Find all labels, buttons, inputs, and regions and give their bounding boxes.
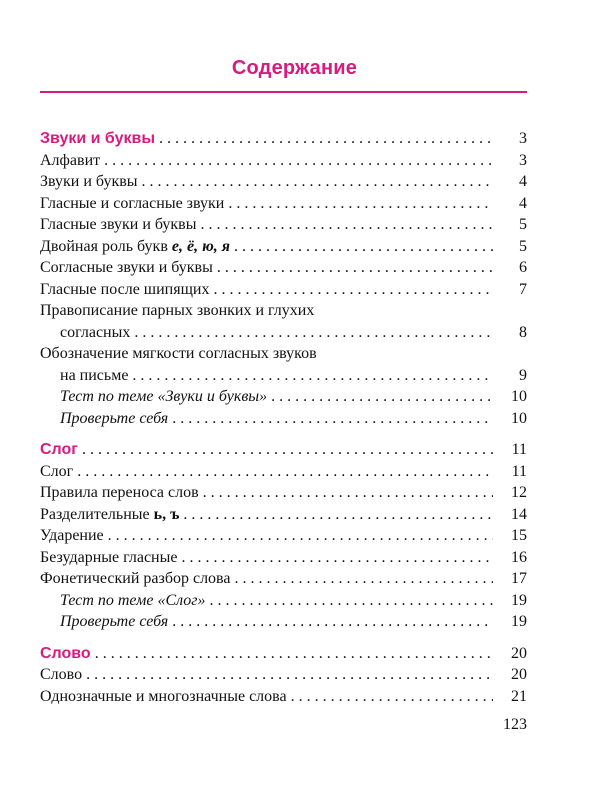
toc-page-number: 12 <box>511 484 527 501</box>
toc-section-word[interactable] <box>40 643 527 665</box>
toc-entry[interactable] <box>40 461 527 483</box>
leader-dots <box>228 193 493 215</box>
toc-page-number: 20 <box>511 666 527 683</box>
leader-dots <box>95 643 493 665</box>
toc-entry-letters: е, ё, ю, я <box>171 237 230 255</box>
toc-entry[interactable] <box>40 343 527 386</box>
toc-page-number: 6 <box>519 259 527 276</box>
leader-dots <box>142 171 493 193</box>
leader-dots <box>77 461 493 483</box>
leader-dots <box>104 150 493 172</box>
toc-entry-title: Гласные и согласные звуки <box>40 194 225 212</box>
toc-entry[interactable] <box>40 193 527 215</box>
toc-page-number: 3 <box>519 151 527 169</box>
page-number: 123 <box>503 716 527 733</box>
toc-entry-test[interactable] <box>40 590 527 612</box>
toc-entry-title: Звуки и буквы <box>40 173 138 190</box>
toc-page-number: 10 <box>511 388 527 405</box>
toc-page-number: 16 <box>511 548 527 566</box>
leader-dots <box>86 664 493 686</box>
toc-page-number: 21 <box>511 687 527 705</box>
toc-entry-title: Безударные гласные <box>40 548 178 566</box>
toc-entry-title: Слово <box>40 666 83 683</box>
toc-entry-title: Алфавит <box>40 151 101 169</box>
table-of-contents <box>40 128 527 707</box>
toc-entry-title: Гласные звуки и буквы <box>40 216 197 233</box>
leader-dots <box>181 547 493 569</box>
toc-section-sounds-letters[interactable] <box>40 128 527 150</box>
leader-dots <box>271 386 493 408</box>
toc-page-number: 8 <box>519 323 527 341</box>
toc-entry[interactable] <box>40 482 527 504</box>
toc-entry-title: Однозначные и многозначные слова <box>40 687 287 705</box>
toc-entry[interactable] <box>40 171 527 193</box>
toc-entry-title: Слог <box>40 462 74 480</box>
toc-entry-title: Правила переноса слов <box>40 484 199 501</box>
toc-entry[interactable] <box>40 279 527 301</box>
toc-page-number: 20 <box>511 644 527 662</box>
toc-entry-title: Слог <box>40 441 78 458</box>
toc-page-number: 5 <box>519 237 527 255</box>
toc-page-number: 10 <box>511 409 527 427</box>
toc-entry[interactable] <box>40 664 527 686</box>
toc-entry[interactable] <box>40 300 527 343</box>
toc-page-number: 17 <box>511 570 527 587</box>
leader-dots <box>82 439 493 461</box>
toc-entry-title <box>40 236 230 258</box>
toc-entry-title: Тест по теме «Слог» <box>60 591 206 609</box>
leader-dots <box>172 611 493 633</box>
leader-dots <box>213 279 493 301</box>
toc-page-number: 7 <box>519 280 527 298</box>
leader-dots <box>235 568 494 590</box>
toc-page-number: 14 <box>511 505 527 523</box>
toc-entry-title: Слово <box>40 644 91 662</box>
toc-entry[interactable] <box>40 504 527 526</box>
toc-entry-title: Проверьте себя <box>60 613 169 630</box>
toc-entry[interactable] <box>40 214 527 236</box>
toc-entry[interactable] <box>40 257 527 279</box>
toc-entry-title-line1: Обозначение мягкости согласных звуков <box>40 345 317 362</box>
leader-dots <box>134 322 493 344</box>
toc-page-number: 9 <box>519 366 527 384</box>
toc-entry-title-line1: Правописание парных звонких и глухих <box>40 302 315 319</box>
toc-section-syllable[interactable] <box>40 439 527 461</box>
leader-dots <box>172 408 493 430</box>
toc-page-number: 3 <box>519 130 527 147</box>
toc-entry-title: Фонетический разбор слова <box>40 570 231 587</box>
leader-dots <box>200 214 493 236</box>
toc-entry-self-check[interactable] <box>40 408 527 430</box>
toc-page-number: 5 <box>519 216 527 233</box>
leader-dots <box>183 504 493 526</box>
toc-entry-title: Согласные звуки и буквы <box>40 259 213 276</box>
toc-entry-title: Тест по теме «Звуки и буквы» <box>60 388 268 405</box>
toc-page-number: 15 <box>511 527 527 544</box>
leader-dots <box>159 128 493 150</box>
toc-entry-title: Проверьте себя <box>60 409 169 427</box>
leader-dots <box>291 686 493 708</box>
leader-dots <box>108 525 493 547</box>
toc-entry-text: Двойная роль букв <box>40 237 172 255</box>
toc-page-number: 4 <box>519 173 527 190</box>
toc-entry-title <box>40 504 179 526</box>
leader-dots <box>217 257 493 279</box>
toc-entry-title: Звуки и буквы <box>40 130 156 147</box>
page-title: Содержание <box>231 57 358 79</box>
toc-entry-text: Разделительные <box>40 505 154 523</box>
toc-entry-letters: ь, ъ <box>153 505 180 523</box>
toc-entry-title-line2: на письме <box>60 366 129 384</box>
toc-entry-self-check[interactable] <box>40 611 527 633</box>
toc-entry-test[interactable] <box>40 386 527 408</box>
leader-dots <box>132 365 493 387</box>
toc-page-number: 19 <box>511 613 527 630</box>
toc-entry[interactable] <box>40 547 527 569</box>
toc-entry-title: Ударение <box>40 527 104 544</box>
toc-entry-title: Гласные после шипящих <box>40 280 210 298</box>
toc-entry-title-line2: согласных <box>60 323 131 341</box>
toc-entry[interactable] <box>40 686 527 708</box>
toc-entry[interactable] <box>40 236 527 258</box>
toc-page-number: 4 <box>519 194 527 212</box>
toc-page-number: 11 <box>511 462 527 480</box>
toc-page-number: 19 <box>511 591 527 609</box>
leader-dots <box>203 482 493 504</box>
toc-entry[interactable] <box>40 150 527 172</box>
toc-page-number: 11 <box>511 441 527 458</box>
toc-entry[interactable] <box>40 525 527 547</box>
title-divider <box>40 91 527 93</box>
leader-dots <box>234 236 493 258</box>
leader-dots <box>210 590 493 612</box>
toc-entry[interactable] <box>40 568 527 590</box>
